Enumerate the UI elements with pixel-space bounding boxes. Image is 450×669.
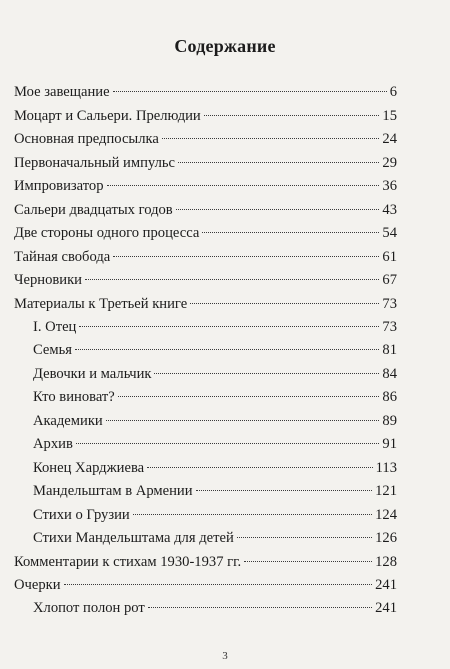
toc-entry-title: Семья bbox=[33, 342, 72, 358]
toc-entry-title: Девочки и мальчик bbox=[33, 366, 152, 382]
dot-leader bbox=[162, 138, 380, 139]
toc-entry-page: 36 bbox=[382, 178, 397, 194]
dot-leader bbox=[204, 115, 380, 116]
toc-entry bbox=[33, 504, 397, 526]
toc-entry-page: 128 bbox=[375, 554, 397, 570]
toc-entry-title: Академики bbox=[33, 413, 103, 429]
dot-leader bbox=[133, 514, 372, 515]
toc-entry bbox=[14, 269, 397, 291]
toc-entry-page: 84 bbox=[382, 366, 397, 382]
dot-leader bbox=[113, 91, 387, 92]
dot-leader bbox=[244, 561, 372, 562]
toc-entry-page: 81 bbox=[382, 342, 397, 358]
toc-entry-page: 113 bbox=[375, 460, 397, 476]
dot-leader bbox=[147, 467, 372, 468]
toc-entry-title: Мандельштам в Армении bbox=[33, 483, 193, 499]
toc-entry-title: Конец Харджиева bbox=[33, 460, 145, 476]
toc-entry bbox=[14, 574, 397, 596]
toc-entry bbox=[33, 316, 397, 338]
toc-entry-title: Импровизатор bbox=[14, 178, 104, 194]
toc-entry bbox=[14, 551, 397, 573]
toc-entry-page: 73 bbox=[382, 319, 397, 335]
page-title: Содержание bbox=[174, 36, 276, 56]
dot-leader bbox=[196, 490, 373, 491]
dot-leader bbox=[106, 420, 380, 421]
dot-leader bbox=[85, 279, 379, 280]
toc-entry bbox=[33, 480, 397, 502]
toc-entry-title: Тайная свобода bbox=[14, 249, 111, 265]
toc-entry-title: Две стороны одного процесса bbox=[14, 225, 200, 241]
toc-entry bbox=[14, 128, 397, 150]
toc-entry-title: Черновики bbox=[14, 272, 82, 288]
dot-leader bbox=[79, 326, 379, 327]
toc-entry bbox=[14, 293, 397, 315]
toc-entry-title: Комментарии к стихам 1930-1937 гг. bbox=[14, 554, 242, 570]
toc-entry-title: Мое завещание bbox=[14, 84, 110, 100]
toc-entry-title: Хлопот полон рот bbox=[33, 600, 145, 616]
dot-leader bbox=[176, 209, 380, 210]
toc-entry-title: I. Отец bbox=[33, 319, 77, 335]
toc-entry bbox=[33, 386, 397, 408]
toc-entry bbox=[33, 527, 397, 549]
toc-entry-page: 67 bbox=[382, 272, 397, 288]
toc-entry bbox=[33, 457, 397, 479]
toc-entry-title: Моцарт и Сальери. Прелюдии bbox=[14, 108, 201, 124]
dot-leader bbox=[75, 349, 379, 350]
toc-entry-title: Стихи о Грузии bbox=[33, 507, 130, 523]
toc-entry bbox=[14, 105, 397, 127]
toc-entry bbox=[14, 175, 397, 197]
toc-entry-title: Кто виноват? bbox=[33, 389, 115, 405]
toc-entry-title: Первоначальный импульс bbox=[14, 155, 175, 171]
toc-entry-title: Очерки bbox=[14, 577, 61, 593]
toc-entry-page: 24 bbox=[382, 131, 397, 147]
dot-leader bbox=[154, 373, 379, 374]
dot-leader bbox=[107, 185, 380, 186]
toc-entry-page: 61 bbox=[382, 249, 397, 265]
dot-leader bbox=[178, 162, 379, 163]
toc-entry bbox=[14, 246, 397, 268]
toc-entry-page: 241 bbox=[375, 600, 397, 616]
toc-entry-page: 121 bbox=[375, 483, 397, 499]
toc-entry-page: 6 bbox=[389, 84, 397, 100]
toc-entry-page: 73 bbox=[382, 296, 397, 312]
toc-entry-page: 54 bbox=[382, 225, 397, 241]
toc-entry bbox=[14, 222, 397, 244]
dot-leader bbox=[202, 232, 379, 233]
toc-entry bbox=[33, 433, 397, 455]
toc-entry-page: 124 bbox=[375, 507, 397, 523]
toc-entry bbox=[33, 597, 397, 619]
toc-entry-page: 241 bbox=[375, 577, 397, 593]
toc-entry bbox=[33, 363, 397, 385]
dot-leader bbox=[76, 443, 380, 444]
toc-entry-page: 126 bbox=[375, 530, 397, 546]
toc-entry-title: Архив bbox=[33, 436, 73, 452]
toc-entry-page: 43 bbox=[382, 202, 397, 218]
dot-leader bbox=[118, 396, 380, 397]
toc-entry-page: 86 bbox=[382, 389, 397, 405]
dot-leader bbox=[190, 303, 379, 304]
toc-entry-title: Стихи Мандельштама для детей bbox=[33, 530, 234, 546]
toc-entry-title: Сальери двадцатых годов bbox=[14, 202, 173, 218]
toc-entry bbox=[14, 81, 397, 103]
toc-entry-page: 29 bbox=[382, 155, 397, 171]
toc-entry-page: 15 bbox=[382, 108, 397, 124]
toc-entry bbox=[33, 339, 397, 361]
dot-leader bbox=[64, 584, 373, 585]
dot-leader bbox=[237, 537, 372, 538]
toc-entry-page: 91 bbox=[382, 436, 397, 452]
toc-entry bbox=[14, 199, 397, 221]
toc-entry bbox=[33, 410, 397, 432]
page-number: 3 bbox=[222, 650, 228, 662]
toc-entry-title: Основная предпосылка bbox=[14, 131, 159, 147]
toc-entry-page: 89 bbox=[382, 413, 397, 429]
dot-leader bbox=[148, 607, 372, 608]
dot-leader bbox=[113, 256, 379, 257]
toc-entry-title: Материалы к Третьей книге bbox=[14, 296, 188, 312]
toc-entry bbox=[14, 152, 397, 174]
